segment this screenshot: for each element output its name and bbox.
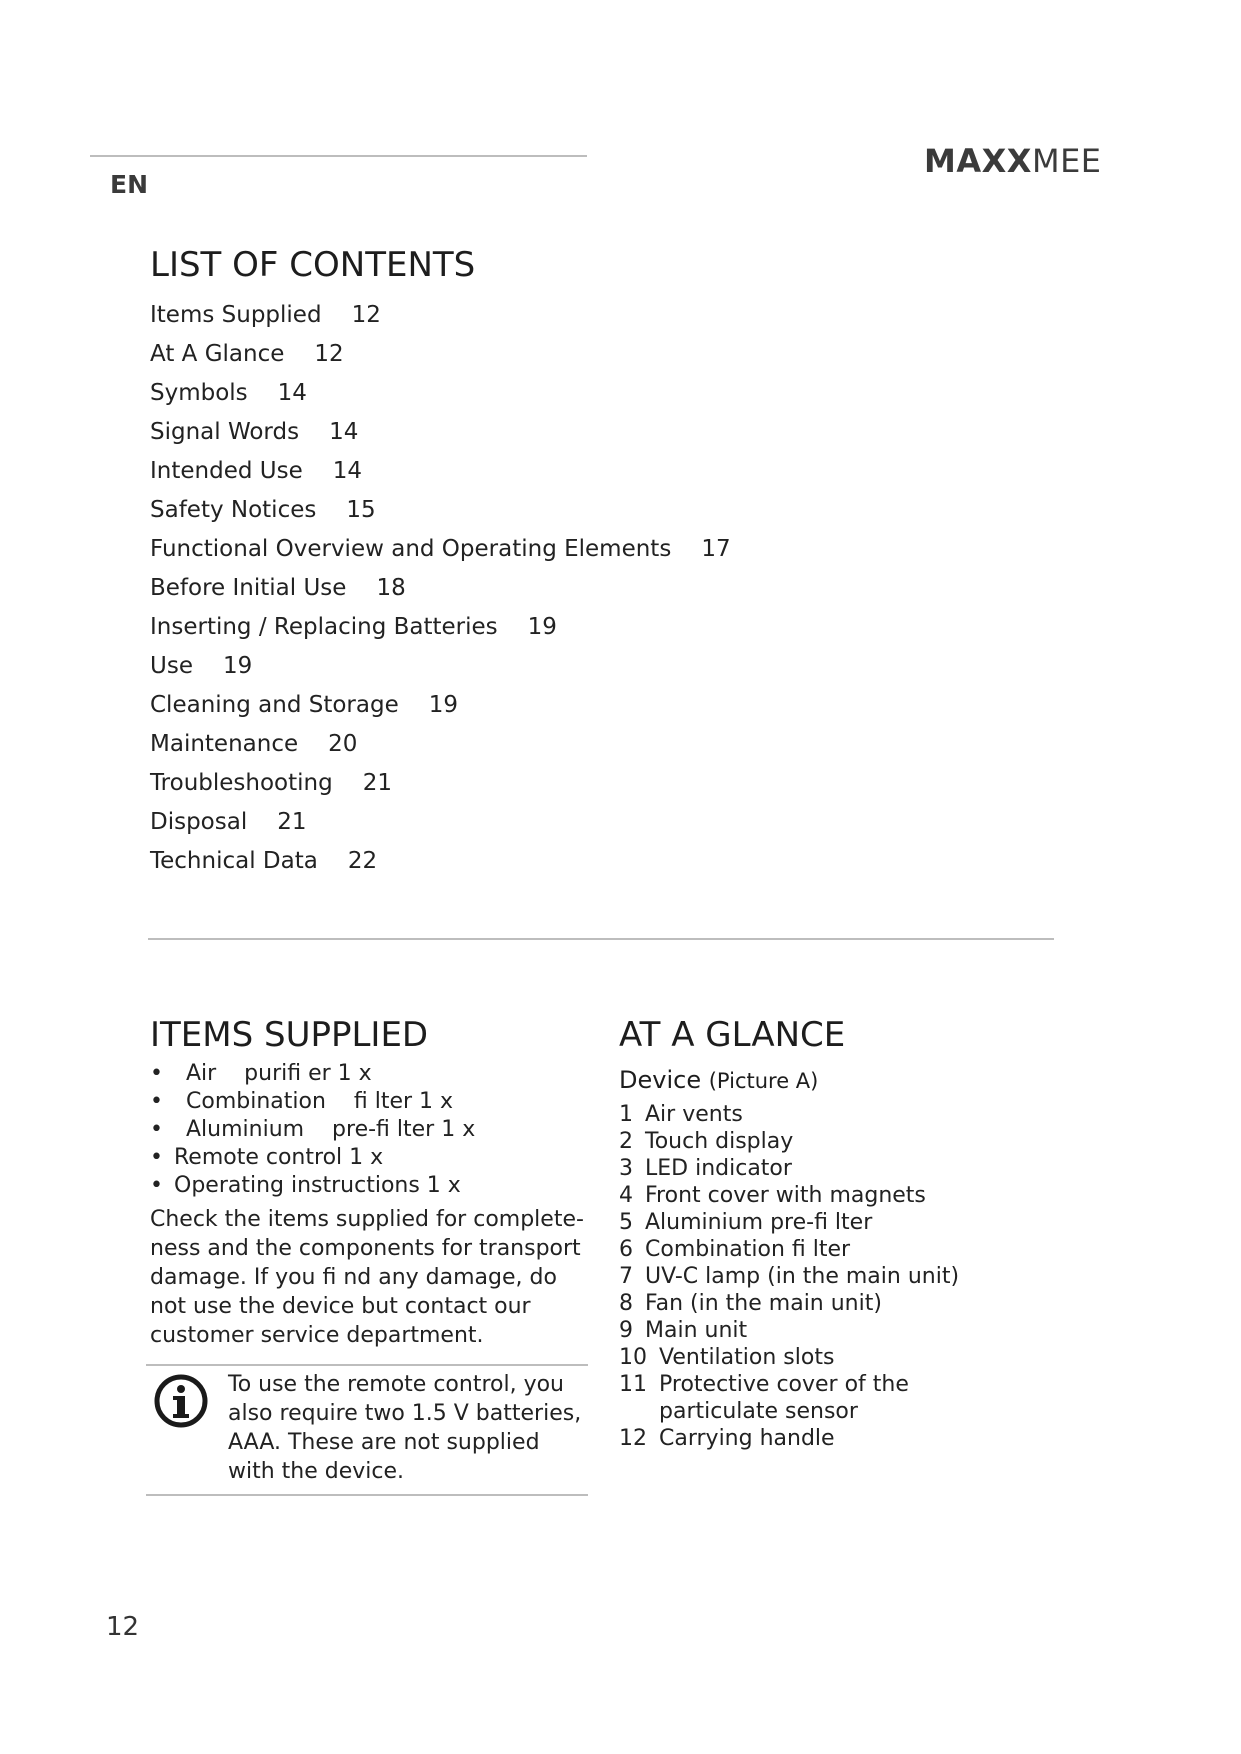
toc-item	[150, 686, 731, 725]
part-number: 2	[619, 1129, 633, 1154]
toc-title: LIST OF CONTENTS	[150, 245, 476, 285]
items-supplied-title: ITEMS SUPPLIED	[150, 1015, 429, 1055]
list-item	[619, 1155, 989, 1182]
bullet-mark: •	[150, 1145, 163, 1170]
note-rule-top	[146, 1364, 588, 1366]
toc-item	[150, 647, 731, 686]
toc-item-label: Cleaning and Storage	[150, 692, 399, 718]
part-label: Touch display	[645, 1129, 794, 1154]
toc-item-label: Before Initial Use	[150, 575, 347, 601]
part-label: Air vents	[645, 1102, 743, 1127]
toc-item-page: 19	[428, 692, 459, 718]
list-item	[150, 1116, 475, 1144]
list-item	[619, 1209, 989, 1236]
list-item	[619, 1371, 989, 1425]
bullet-mark: •	[150, 1173, 163, 1198]
toc-item-page: 17	[701, 536, 731, 562]
picture-label: (Picture A)	[708, 1069, 819, 1093]
toc-item-page: 20	[328, 731, 358, 757]
toc-item	[150, 764, 731, 803]
batteries-note: To use the remote control, you also require two 1.5 V batteries, AAA. These are not supplied with the device.	[228, 1372, 582, 1484]
part-number: 10	[619, 1345, 647, 1370]
toc-item-page: 22	[347, 848, 378, 874]
toc-list	[150, 296, 731, 881]
toc-item-label: Symbols	[150, 380, 248, 406]
toc-item-page: 14	[332, 458, 363, 484]
list-item-text: Air purifi er 1 x	[186, 1061, 372, 1086]
toc-item-label: Troubleshooting	[150, 770, 333, 796]
toc-item	[150, 452, 731, 491]
info-icon	[153, 1373, 209, 1429]
list-item	[619, 1236, 989, 1263]
part-number: 9	[619, 1318, 633, 1343]
toc-item-label: Functional Overview and Operating Elements	[150, 536, 672, 562]
list-item	[619, 1344, 989, 1371]
part-number: 7	[619, 1264, 633, 1289]
part-label: Protective cover of the particulate sensor	[659, 1372, 909, 1424]
items-check-paragraph: Check the items supplied for complete-ness and the components for transport damage. If you fi nd any damage, do not use the device but contact our customer service department.	[150, 1207, 584, 1348]
part-label: Ventilation slots	[659, 1345, 835, 1370]
toc-item-label: Use	[150, 653, 193, 679]
device-subtitle	[619, 1066, 818, 1094]
toc-item	[150, 725, 731, 764]
toc-item-label: Disposal	[150, 809, 248, 835]
toc-item-label: Intended Use	[150, 458, 303, 484]
list-item-text: Aluminium pre-fi lter 1 x	[186, 1117, 476, 1142]
list-item	[619, 1182, 989, 1209]
part-number: 8	[619, 1291, 633, 1316]
toc-item-label: Safety Notices	[150, 497, 317, 523]
section-divider	[148, 938, 1054, 940]
toc-item-label: Inserting / Replacing Batteries	[150, 614, 498, 640]
list-item	[619, 1317, 989, 1344]
list-item	[150, 1172, 475, 1200]
list-item-text: Remote control 1 x	[174, 1145, 384, 1170]
device-parts-list	[619, 1101, 989, 1452]
toc-item	[150, 803, 731, 842]
toc-item-page: 15	[346, 497, 376, 523]
language-code: EN	[110, 170, 149, 199]
part-label: Fan (in the main unit)	[645, 1291, 882, 1316]
toc-item-label: Items Supplied	[150, 302, 322, 328]
list-item	[619, 1425, 989, 1452]
list-item-text: Operating instructions 1 x	[174, 1173, 461, 1198]
part-number: 12	[619, 1426, 647, 1451]
toc-item-page: 12	[351, 302, 381, 328]
at-a-glance-title: AT A GLANCE	[619, 1015, 846, 1055]
part-number: 6	[619, 1237, 633, 1262]
logo-light: MEE	[1031, 142, 1102, 180]
header-rule	[90, 155, 587, 157]
bullet-mark: •	[150, 1061, 163, 1086]
part-number: 1	[619, 1102, 633, 1127]
logo-bold: MAXX	[924, 142, 1032, 180]
list-item	[619, 1290, 989, 1317]
list-item	[619, 1101, 989, 1128]
toc-item-page: 18	[376, 575, 406, 601]
part-label: Combination fi lter	[645, 1237, 851, 1262]
bullet-mark: •	[150, 1089, 163, 1114]
toc-item	[150, 608, 731, 647]
toc-item	[150, 569, 731, 608]
part-number: 5	[619, 1210, 633, 1235]
list-item	[150, 1144, 475, 1172]
device-label: Device	[619, 1066, 702, 1094]
toc-item-label: At A Glance	[150, 341, 285, 367]
toc-item-page: 21	[362, 770, 392, 796]
page-number: 12	[106, 1612, 140, 1642]
note-rule-bottom	[146, 1494, 588, 1496]
toc-item-page: 19	[222, 653, 253, 679]
list-item	[619, 1263, 989, 1290]
list-item	[150, 1088, 475, 1116]
toc-item-page: 21	[277, 809, 307, 835]
toc-item	[150, 335, 731, 374]
toc-item	[150, 530, 731, 569]
toc-item-page: 14	[329, 419, 359, 445]
part-number: 4	[619, 1183, 633, 1208]
toc-item-label: Maintenance	[150, 731, 299, 757]
part-number: 3	[619, 1156, 633, 1181]
toc-item-page: 14	[277, 380, 307, 406]
list-item-text: Combination fi lter 1 x	[186, 1089, 454, 1114]
toc-item	[150, 413, 731, 452]
part-label: Carrying handle	[659, 1426, 835, 1451]
part-label: UV-C lamp (in the main unit)	[645, 1264, 960, 1289]
toc-item-label: Technical Data	[150, 848, 318, 874]
part-label: Main unit	[645, 1318, 748, 1343]
part-label: Aluminium pre-fi lter	[645, 1210, 873, 1235]
toc-item-page: 12	[314, 341, 344, 367]
list-item	[150, 1060, 475, 1088]
toc-item	[150, 491, 731, 530]
toc-item	[150, 296, 731, 335]
toc-item-label: Signal Words	[150, 419, 300, 445]
brand-logo	[924, 142, 1102, 180]
list-item	[619, 1128, 989, 1155]
toc-item	[150, 374, 731, 413]
toc-item-page: 19	[527, 614, 557, 640]
toc-item	[150, 842, 731, 881]
items-supplied-list	[150, 1060, 475, 1200]
bullet-mark: •	[150, 1117, 163, 1142]
part-label: Front cover with magnets	[645, 1183, 926, 1208]
part-label: LED indicator	[645, 1156, 792, 1181]
part-number: 11	[619, 1372, 647, 1397]
